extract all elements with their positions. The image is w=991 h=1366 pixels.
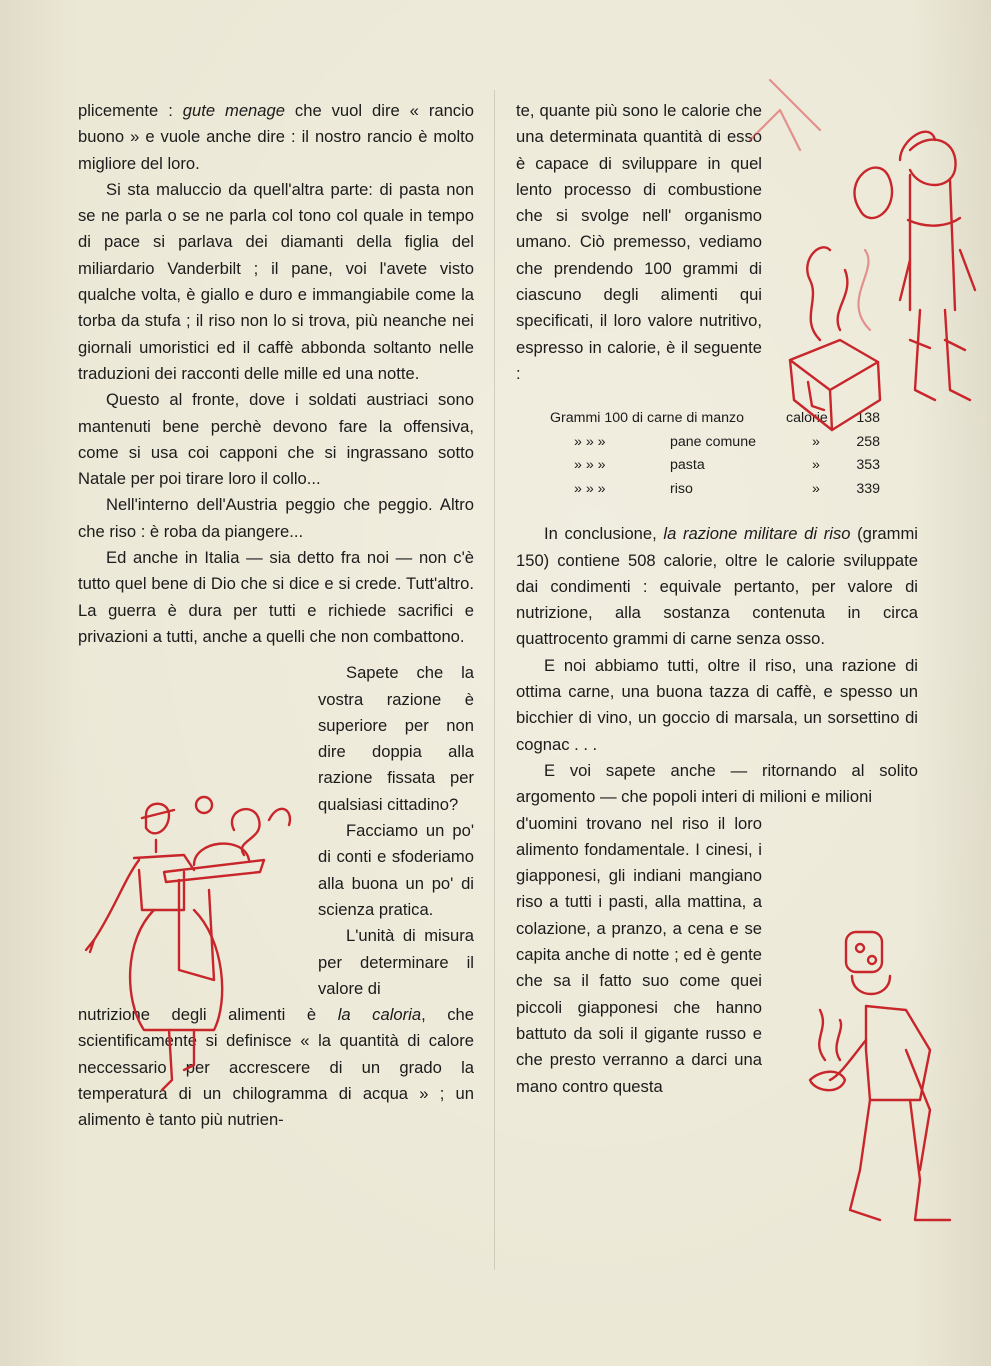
paragraph: Si sta maluccio da quell'altra parte: di pasta non se ne parla o se ne parla col tono col quale in tempo di pace si parlava dei diamanti della figlia del miliardario Vanderbilt ; il pane, voi l'avete visto qualche volta, è giallo e duro e immangiabile come la torba da stufa ; il riso non lo si trova, più neanche nei giornali umoristici ed il caffè abbonda soltanto nelle traduzioni dei racconti delle mille ed una notte. xyxy=(78,179,474,383)
food-label: Grammi 100 di carne di manzo xyxy=(550,410,744,427)
calorie-value: 138 xyxy=(856,410,880,427)
paragraph: Sapete che la vostra razione è superiore per non dire doppia alla razione fissata per qualsiasi cittadino? xyxy=(318,663,474,814)
food-label: pasta xyxy=(670,457,705,474)
ditto-marks: » » » xyxy=(574,457,606,474)
food-label: riso xyxy=(670,480,693,497)
food-label: pane comune xyxy=(670,433,756,450)
paragraph: te, quante più sono le calorie che una determinata quantità di esso è capace di sviluppare in quel lento processo di combustione che si svolge nell' organismo umano. Ciò premesso, vediamo che prendendo 100 grammi di ciascuno degli alimenti qui specificati, il loro valore nutritivo, espresso in calorie, è il seguente : xyxy=(516,101,762,383)
unit-label: » xyxy=(812,433,820,450)
table-row xyxy=(550,478,918,502)
unit-label: » xyxy=(812,457,820,474)
unit-label: » xyxy=(812,480,820,497)
ditto-marks: » » » xyxy=(574,480,606,497)
paragraph: Facciamo un po' di conti e sfoderiamo alla buona un po' di scienza pratica. xyxy=(318,821,474,919)
paragraph: E noi abbiamo tutti, oltre il riso, una razione di ottima carne, una buona tazza di caffè, e spesso un bicchier di vino, un goccio di marsala, un sorsettino di cognac . . . xyxy=(516,655,918,754)
soldier-mess-tin-illustration xyxy=(760,100,990,430)
paragraph: In conclusione, la razione militare di riso (grammi 150) contiene 508 calorie, oltre le calorie sviluppate dai condimenti : equivale pertanto, per valore di nutrizione, alla sostanza contenuta in circa quattrocento grammi di carne senza osso. xyxy=(516,524,918,649)
paragraph: d'uomini trovano nel riso il loro alimento fondamentale. I cinesi, i giapponesi, gli indiani mangiano riso a tutti i pasti, alla mattina, a colazione, a pranzo, a cena e se capita anche di notte ; ed è gente che sa il fatto suo come quei piccoli giapponesi che hanno battuto da soli il gigante russo e che presto verranno a darci una mano contro questa xyxy=(516,813,762,1096)
paragraph: E voi sapete anche — ritornando al solito argomento — che popoli interi di milioni e milioni xyxy=(516,760,918,807)
table-row xyxy=(550,431,918,455)
calorie-value: 258 xyxy=(856,433,880,450)
table-row xyxy=(550,454,918,478)
paragraph: Nell'interno dell'Austria peggio che peggio. Altro che riso : è roba da piangere... xyxy=(78,495,474,541)
paragraph: Questo al fronte, dove i soldati austriaci sono mantenuti bene perchè devono fare la offensiva, come si usa coi capponi che si ingrassano sotto Natale per poi tirare loro il collo... xyxy=(78,390,474,489)
paragraph: Ed anche in Italia — sia detto fra noi — non c'è tutto quel bene di Dio che si dice e si crede. Tutt'altro. La guerra è dura per tutti e richiede sacrifici e privazioni a tutti, anche a quelli che non combattono. xyxy=(78,548,474,646)
column-divider xyxy=(494,90,495,1270)
soldier-with-bowl-illustration xyxy=(800,920,990,1240)
paragraph: L'unità di misura per determinare il valore di xyxy=(318,926,474,998)
woman-with-tray-illustration xyxy=(84,780,314,1100)
unit-label: calorie xyxy=(786,410,828,427)
calorie-value: 339 xyxy=(856,480,880,497)
ditto-marks: » » » xyxy=(574,433,606,450)
paragraph: plicemente : gute menage che vuol dire « rancio buono » e vuole anche dire : il nostro rancio è molto migliore del loro. xyxy=(78,101,475,173)
paragraph: nutrizione degli alimenti è la caloria, che scientificamente si definisce « la quantità di calore neccessario per accrescere di un grado la temperatura di un chilogramma di acqua » ; un alimento è tanto più nutrien- xyxy=(78,1005,474,1130)
calorie-value: 353 xyxy=(856,457,880,474)
